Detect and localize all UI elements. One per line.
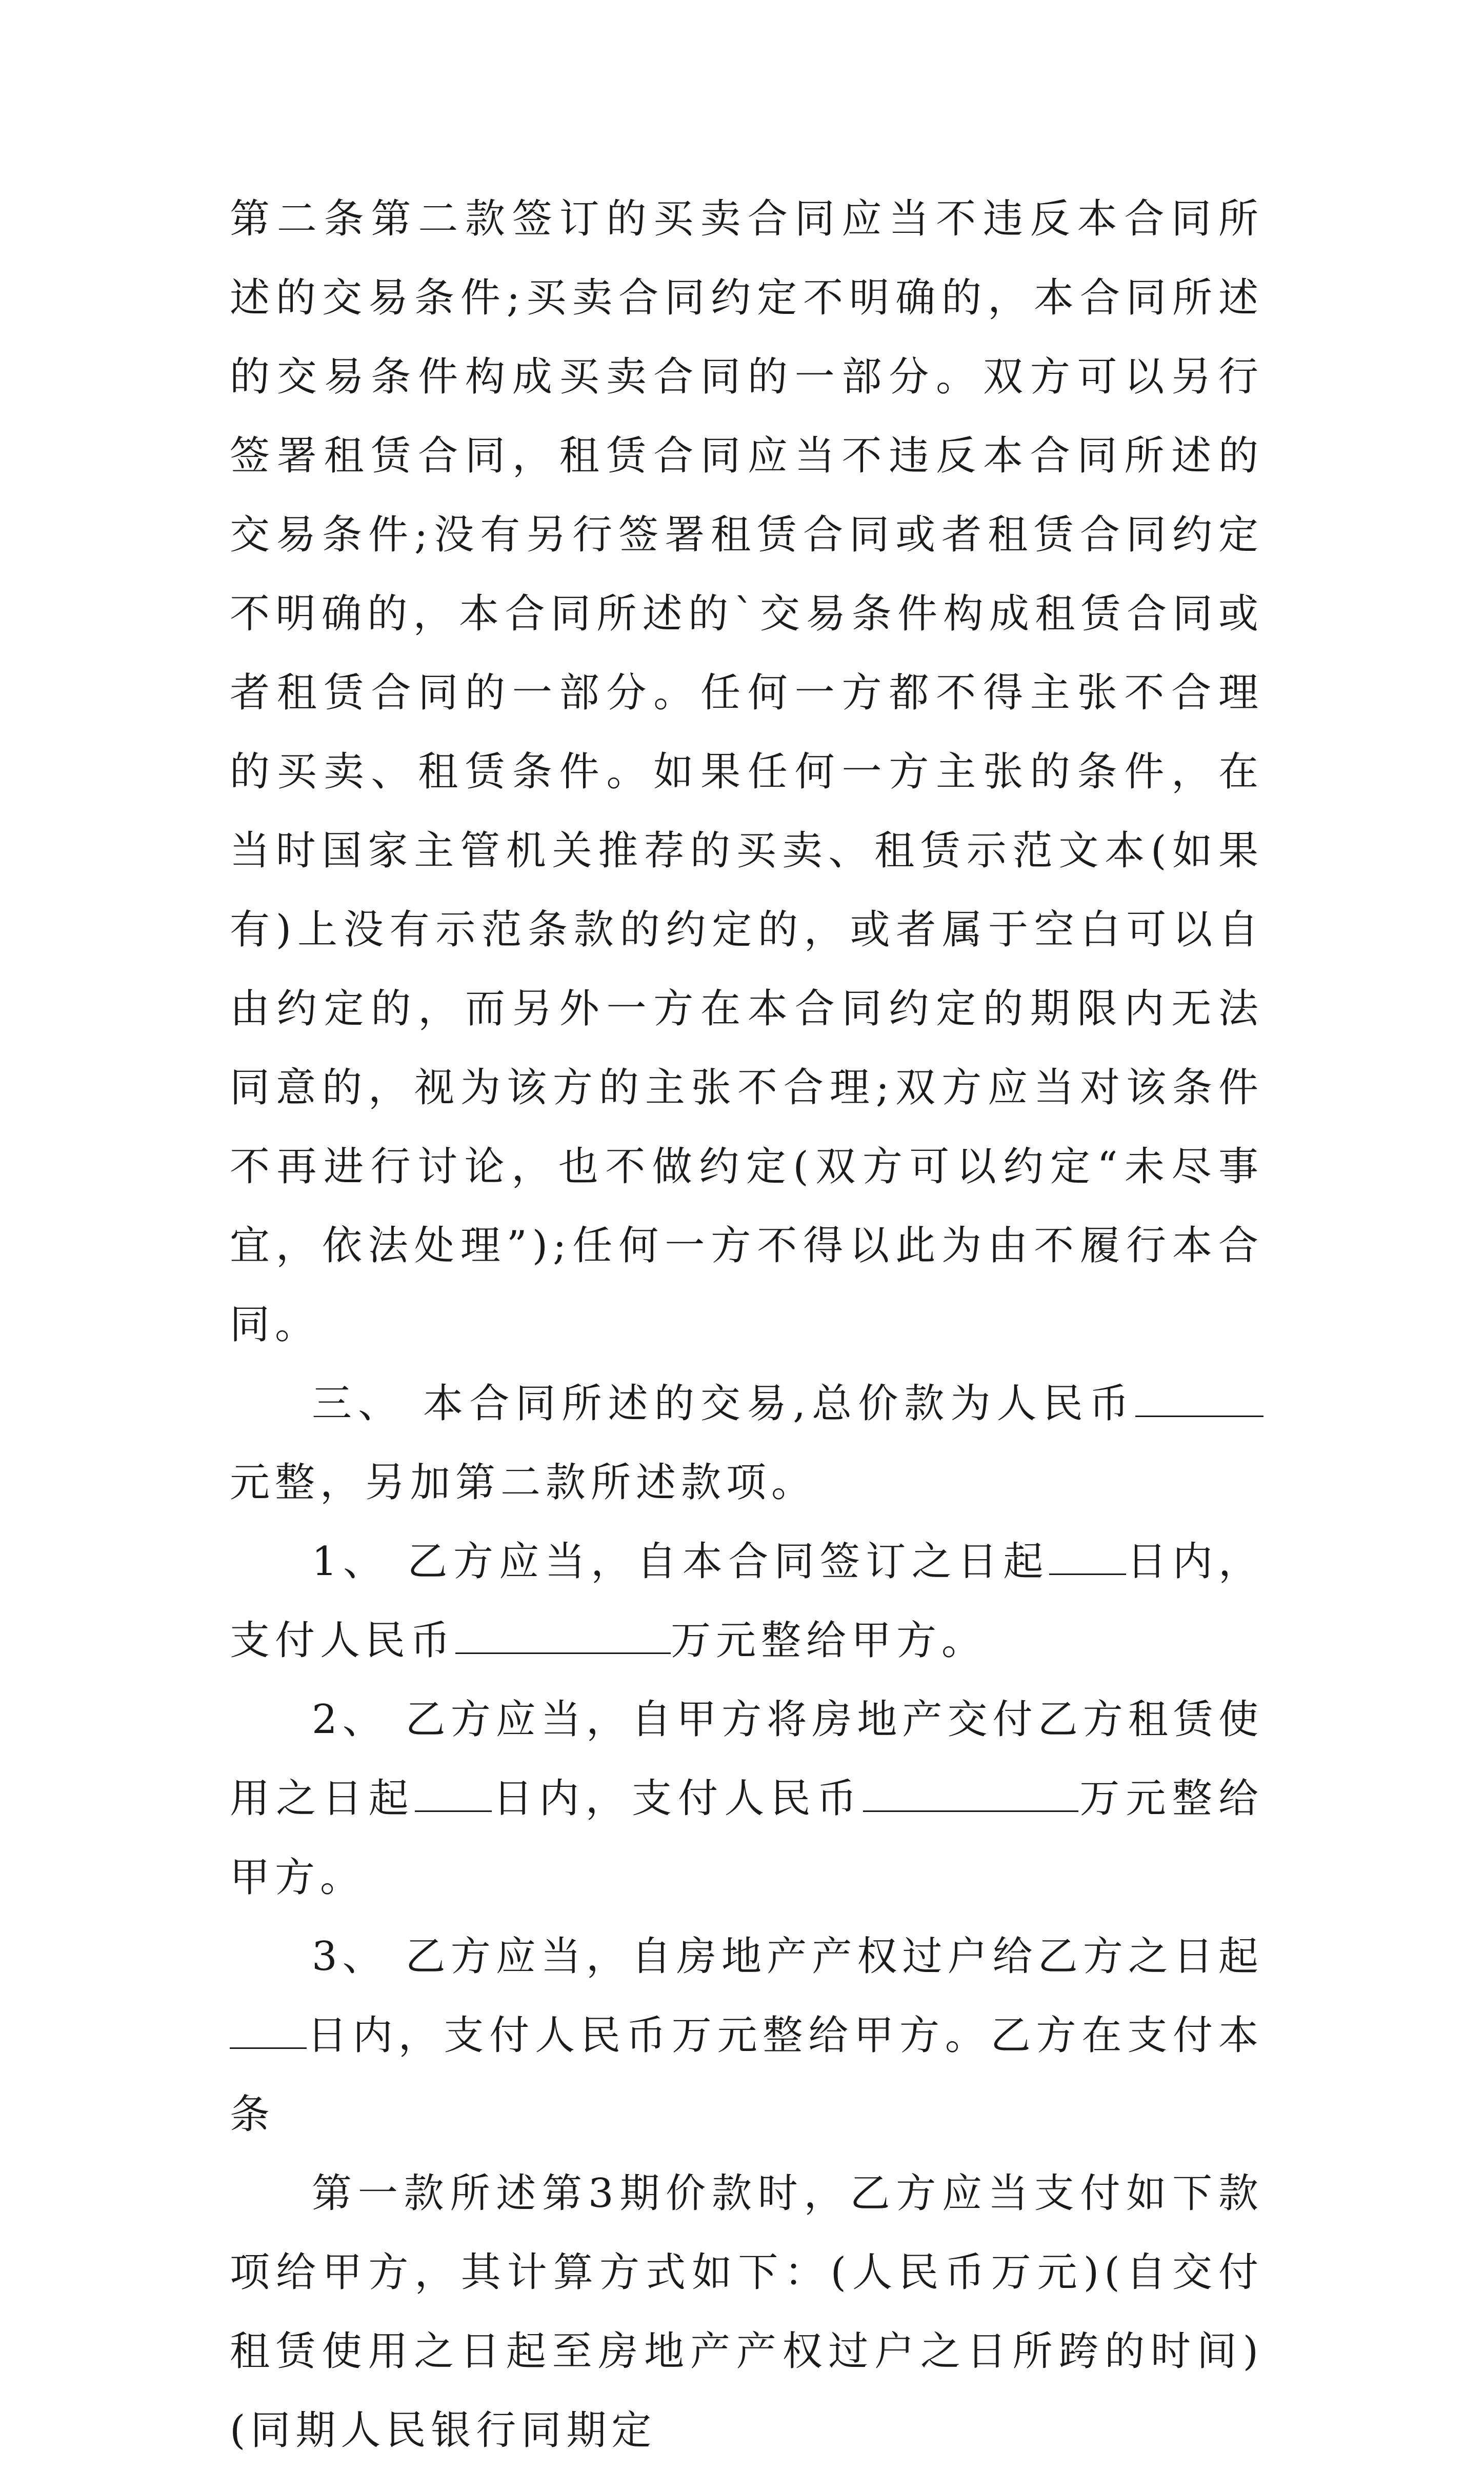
payment-1-mid: 日内，支付人民币 [230, 1539, 1264, 1664]
paragraph-payment-2 [230, 1680, 1264, 1917]
payment-1-days-blank [1049, 1538, 1126, 1575]
payment-1-suffix: 万元整给甲方。 [671, 1618, 987, 1664]
total-price-suffix: 元整，另加第二款所述款项。 [230, 1460, 817, 1506]
total-price-text: 三、 本合同所述的交易,总价款为人民币 [312, 1381, 1135, 1427]
payment-3-suffix: 日内，支付人民币万元整给甲方。乙方在支付本条 [230, 2013, 1264, 2138]
paragraph-interest-calculation: 第一款所述第3期价款时，乙方应当支付如下款项给甲方，其计算方式如下：(人民币万元)(自交付租赁使用之日起至房地产产权过户之日所跨的时间)(同期人民银行同期定 [230, 2170, 1264, 2454]
payment-3-days-blank [230, 2011, 307, 2049]
payment-2-mid: 日内，支付人民币 [491, 1776, 864, 1822]
total-price-blank [1135, 1380, 1264, 1417]
paragraph-transaction-conditions: 第二条第二款签订的买卖合同应当不违反本合同所述的交易条件;买卖合同约定不明确的，本合同所述的交易条件构成买卖合同的一部分。双方可以另行签署租赁合同，租赁合同应当不违反本合同所述的交易条件;没有另行签署租赁合同或者租赁合同约定不明确的，本合同所述的`交易条件构成租赁合同或者租赁合同的一部分。任何一方都不得主张不合理的买卖、租赁条件。如果任何一方主张的条件，在当时国家主管机关推荐的买卖、租赁示范文本(如果有)上没有示范条款的约定的，或者属于空白可以自由约定的，而另外一方在本合同约定的期限内无法同意的，视为该方的主张不合理;双方应当对该条件不再进行讨论，也不做约定(双方可以约定“未尽事宜，依法处理”);任何一方不得以此为由不履行本合同。 [230, 196, 1264, 1348]
payment-1-amount-blank [455, 1617, 671, 1654]
payment-1-text: 1、 乙方应当，自本合同签订之日起 [312, 1539, 1049, 1585]
document-body [230, 180, 1264, 2470]
paragraph-total-price [230, 1364, 1264, 1522]
paragraph-payment-3 [230, 1917, 1264, 2154]
payment-2-text: 2、 乙方应当，自甲方将房地产交付乙方租赁使用之日起 [230, 1697, 1264, 1822]
payment-2-amount-blank [863, 1775, 1078, 1812]
payment-3-text: 3、 乙方应当，自房地产产权过户给乙方之日起 [312, 1934, 1264, 1980]
payment-2-suffix: 万元整给甲方。 [230, 1776, 1264, 1901]
paragraph-payment-1 [230, 1522, 1264, 1680]
payment-2-days-blank [415, 1775, 492, 1812]
